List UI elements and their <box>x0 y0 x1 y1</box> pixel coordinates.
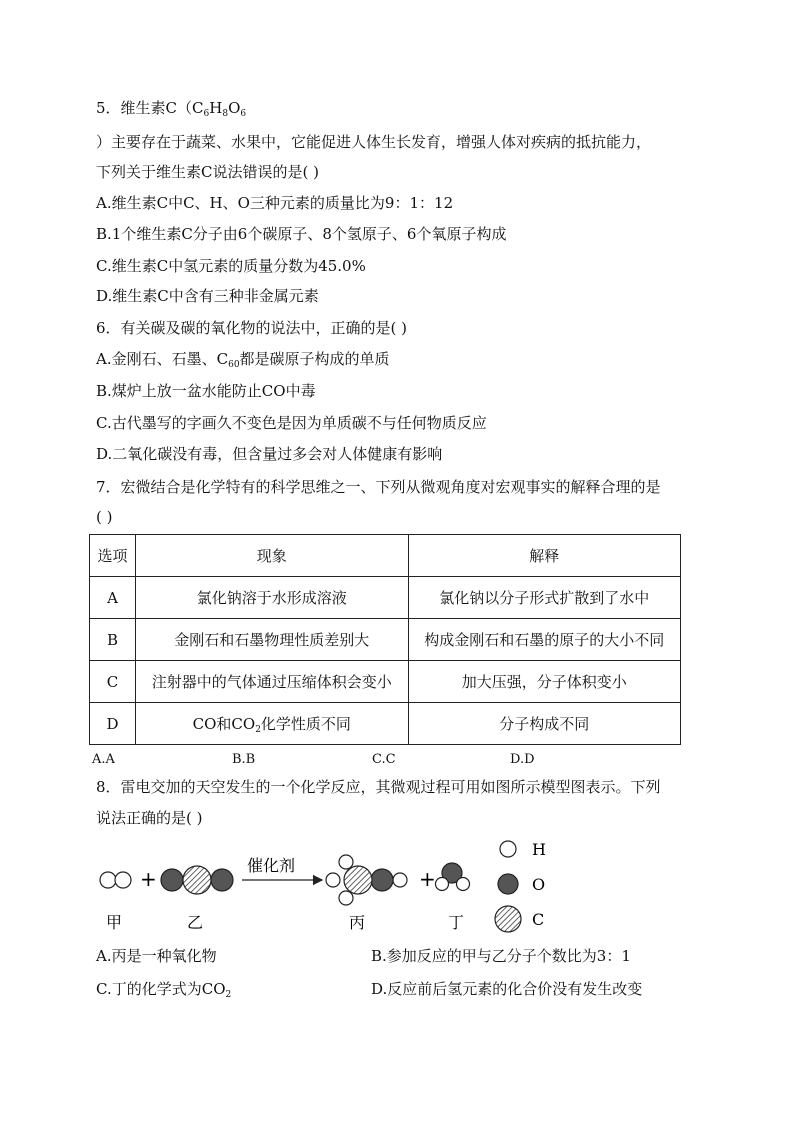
catalyst-label: 催化剂 <box>247 856 296 875</box>
header-phenomenon: 现象 <box>136 535 408 577</box>
table-cell: 氯化钠溶于水形成溶液 <box>136 577 408 619</box>
table-header-row <box>90 535 681 577</box>
q5-stem-line2: ）主要存在于蔬菜、水果中，它能促进人体生长发育，增强人体对疾病的抵抗能力， <box>96 133 652 151</box>
q8-option-b: B.参加反应的甲与乙分子个数比为3：1 <box>371 947 631 965</box>
table-cell: 金刚石和石墨物理性质差别大 <box>136 619 408 661</box>
legend-o-atom <box>498 874 518 894</box>
q5-option-d: D.维生素C中含有三种非金属元素 <box>96 287 319 305</box>
q5-stem-start: 5．维生素C（ <box>96 99 193 117</box>
q7-choice-d: D.D <box>510 752 535 767</box>
q7-choice-c: C.C <box>372 752 396 767</box>
q8-option-c: C.丁的化学式为$CO_2$ <box>96 980 232 1000</box>
q8-option-d: D.反应前后氢元素的化合价没有发生改变 <box>371 980 643 998</box>
legend-h-atom <box>500 841 516 857</box>
molecule-ding <box>436 863 470 891</box>
table-row <box>90 577 681 619</box>
legend-c-atom <box>495 906 521 932</box>
label-ding: 丁 <box>448 913 465 932</box>
table-cell: 构成金刚石和石墨的原子的大小不同 <box>408 619 680 661</box>
table-cell: CO和$CO_2$化学性质不同 <box>136 703 408 745</box>
q7-stem-line1: 7．宏微结合是化学特有的科学思维之一、下列从微观角度对宏观事实的解释合理的是 <box>96 478 661 496</box>
atom-legend <box>490 838 580 938</box>
table-cell: 分子构成不同 <box>408 703 680 745</box>
q5-stem-line3: 下列关于维生素C说法错误的是( ) <box>96 163 319 181</box>
legend-c-label: C <box>532 910 545 929</box>
legend-o-label: O <box>532 875 546 894</box>
molecule-yi <box>161 866 233 894</box>
q6-option-d: D.二氧化碳没有毒，但含量过多会对人体健康有影响 <box>96 445 443 463</box>
legend-h-label: H <box>532 840 546 859</box>
q7-stem-line2: ( ) <box>96 508 113 526</box>
header-explanation: 解释 <box>408 535 680 577</box>
q6-option-c: C.古代墨写的字画久不变色是因为单质碳不与任何物质反应 <box>96 414 487 432</box>
plus-sign-2: + <box>419 867 436 891</box>
molecule-jia <box>100 872 131 888</box>
q8-stem-line2: 说法正确的是( ) <box>96 809 203 827</box>
label-bing: 丙 <box>349 913 366 932</box>
q5-formula: $C_6H_8O_6$ <box>192 99 247 119</box>
table-cell: C <box>90 661 136 703</box>
table-cell: 加大压强，分子体积变小 <box>408 661 680 703</box>
q8-option-a: A.丙是一种氧化物 <box>96 947 217 965</box>
table-cell: 注射器中的气体通过压缩体积会变小 <box>136 661 408 703</box>
label-jia: 甲 <box>106 913 123 932</box>
q6-option-b: B.煤炉上放一盆水能防止CO中毒 <box>96 382 316 400</box>
q8-stem-line1: 8．雷电交加的天空发生的一个化学反应，其微观过程可用如图所示模型图表示。下列 <box>96 778 661 796</box>
header-option: 选项 <box>90 535 136 577</box>
molecule-bing <box>326 855 407 905</box>
table-cell: A <box>90 577 136 619</box>
q7-choice-b: B.B <box>232 752 256 767</box>
plus-sign-1: + <box>140 867 157 891</box>
q5-option-c: C.维生素C中氢元素的质量分数为45.0% <box>96 257 366 275</box>
label-yi: 乙 <box>187 913 204 932</box>
table-cell: B <box>90 619 136 661</box>
q6-stem: 6．有关碳及碳的氧化物的说法中，正确的是( ) <box>96 319 408 337</box>
table-row <box>90 703 681 745</box>
q6-option-a: A.金刚石、石墨、$C_{60}$都是碳原子构成的单质 <box>96 350 390 370</box>
table-cell: 氯化钠以分子形式扩散到了水中 <box>408 577 680 619</box>
q5-option-a: A.维生素C中C、H、O三种元素的质量比为9：1：12 <box>96 194 454 212</box>
q7-table <box>89 534 681 745</box>
q7-choice-a: A.A <box>92 752 115 767</box>
q5-option-b: B.1个维生素C分子由6个碳原子、8个氢原子、6个氧原子构成 <box>96 225 507 243</box>
table-row <box>90 619 681 661</box>
table-row <box>90 661 681 703</box>
q5-stem-line1 <box>96 98 246 118</box>
table-cell: D <box>90 703 136 745</box>
